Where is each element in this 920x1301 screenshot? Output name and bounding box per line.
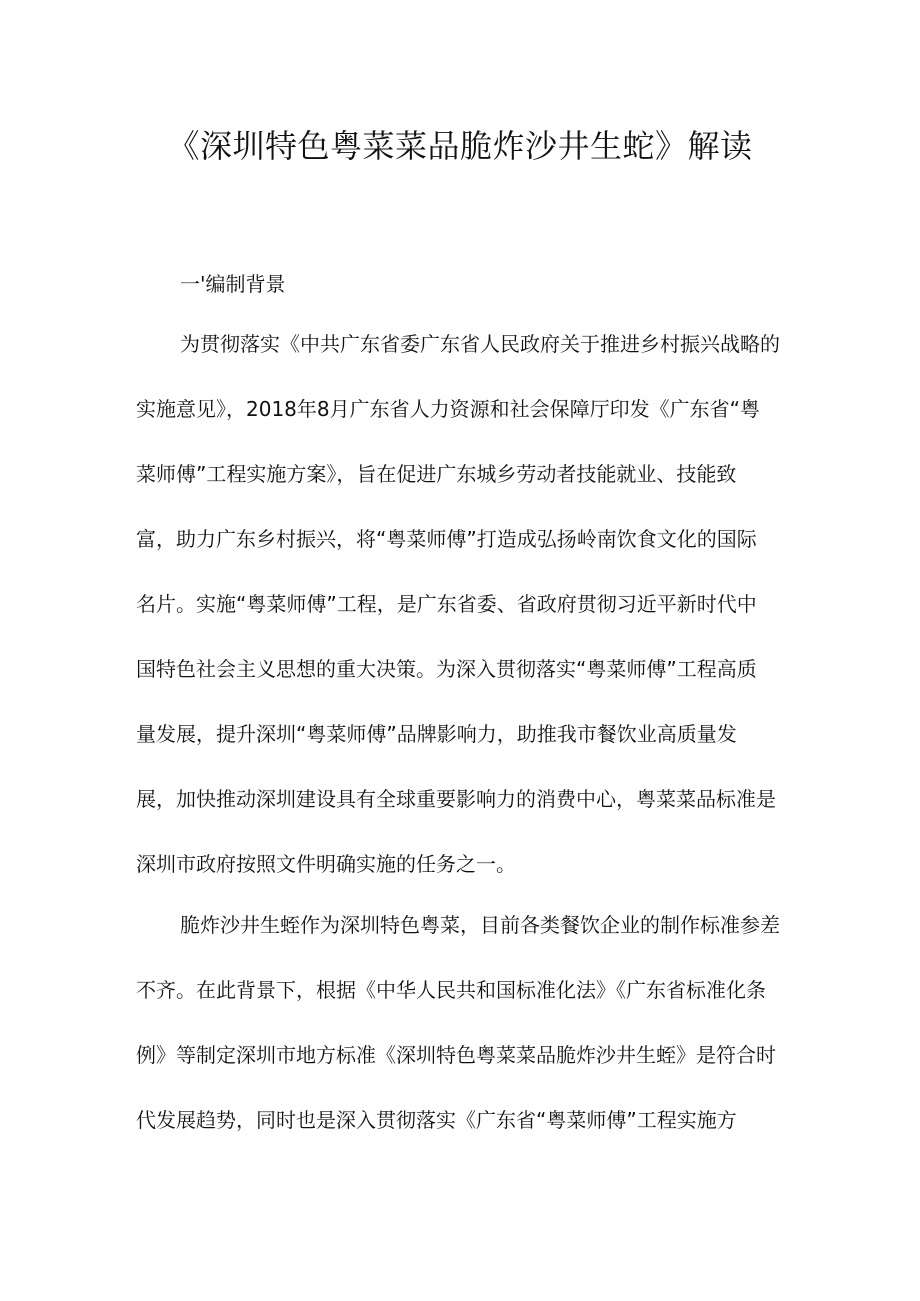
paragraph-line: 为贯彻落实《中共广东省委广东省人民政府关于推进乡村振兴战略的 <box>180 332 780 356</box>
section-heading: 一'编制背景 <box>180 272 286 296</box>
paragraph-line: 国特色社会主义思想的重大决策。为深入贯彻落实“粤菜师傅”工程高质 <box>136 657 757 681</box>
paragraph-line: 富，助力广东乡村振兴，将“粤菜师傅”打造成弘扬岭南饮食文化的国际 <box>136 527 757 551</box>
paragraph-line: 名片。实施“粤菜师傅”工程，是广东省委、省政府贯彻习近平新时代中 <box>136 592 757 616</box>
paragraph-line: 量发展，提升深圳“粤菜师傅”品牌影响力，助推我市餐饮业高质量发 <box>136 722 737 746</box>
document-title: 《深圳特色粤菜菜品脆炸沙井生蛇》解读 <box>167 127 753 165</box>
paragraph-dish <box>136 893 796 1153</box>
paragraph-line: 不齐。在此背景下，根据《中华人民共和国标准化法》《广东省标准化条 <box>136 978 766 1002</box>
paragraph-line: 深圳市政府按照文件明确实施的任务之一。 <box>136 852 516 876</box>
paragraph-line: 例》等制定深圳市地方标准《深圳特色粤菜菜品脆炸沙井生蛭》是符合时 <box>136 1043 776 1067</box>
paragraph-line: 展，加快推动深圳建设具有全球重要影响力的消费中心，粤菜菜品标准是 <box>136 787 776 811</box>
paragraph-line: 菜师傅”工程实施方案》，旨在促进广东城乡劳动者技能就业、技能致 <box>136 462 737 486</box>
paragraph-line: 实施意见》，2018年8月广东省人力资源和社会保障厅印发《广东省“粤 <box>136 397 760 421</box>
paragraph-line: 脆炸沙井生蛭作为深圳特色粤菜，目前各类餐饮企业的制作标准参差 <box>180 913 780 937</box>
paragraph-background <box>136 312 796 897</box>
paragraph-line: 代发展趋势，同时也是深入贯彻落实《广东省“粤菜师傅”工程实施方 <box>136 1108 737 1132</box>
